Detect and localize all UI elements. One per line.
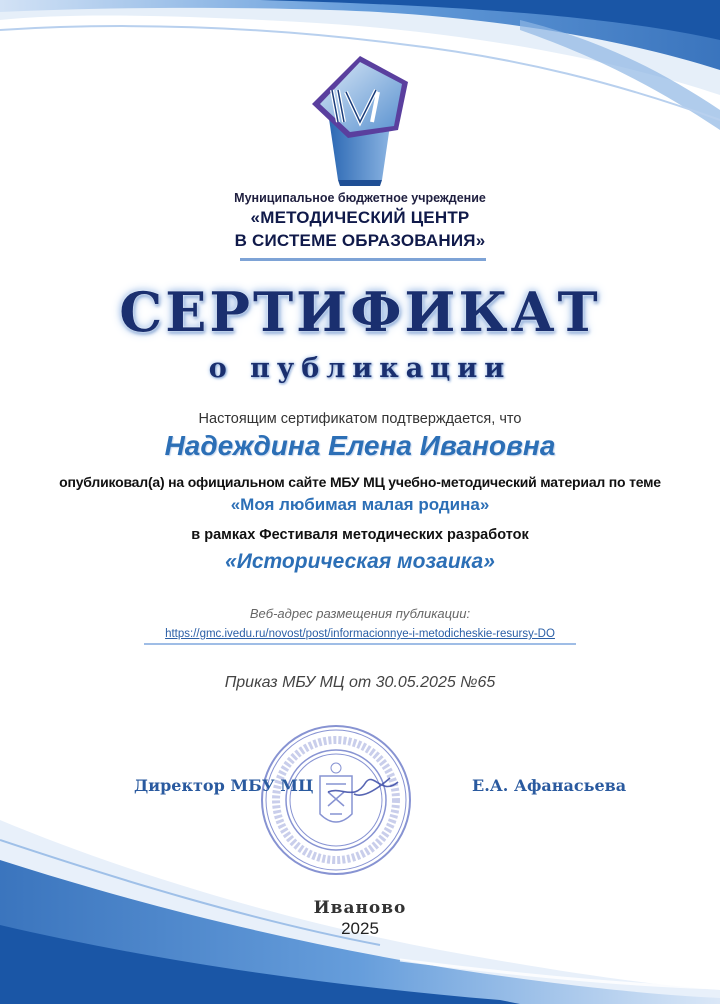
- festival-name: «Историческая мозаика»: [225, 550, 495, 573]
- organization-type: Муниципальное бюджетное учреждение: [234, 191, 486, 205]
- official-stamp-seal: [258, 722, 414, 878]
- confirmation-text: Настоящим сертификатом подтверждается, что: [198, 411, 522, 427]
- material-topic: «Моя любимая малая родина»: [230, 495, 490, 514]
- certificate-title: СЕРТИФИКАТ: [119, 280, 601, 344]
- organization-name-line1: «МЕТОДИЧЕСКИЙ ЦЕНТР: [250, 208, 470, 227]
- publication-statement: опубликовал(а) на официальном сайте МБУ МЦ учебно-методический материал по теме: [59, 474, 661, 490]
- signatory-title: Директор МБУ МЦ: [134, 776, 314, 795]
- organization-name-line2: В СИСТЕМЕ ОБРАЗОВАНИЯ»: [234, 231, 486, 250]
- publication-link[interactable]: https://gmc.ivedu.ru/novost/post/informacionnye-i-metodicheskie-resursy-DO: [144, 625, 576, 645]
- recipient-name: Надеждина Елена Ивановна: [164, 430, 556, 461]
- methodical-center-logo: [308, 52, 412, 188]
- festival-intro: в рамках Фестиваля методических разработок: [191, 527, 529, 543]
- organization-underline: [240, 258, 486, 261]
- year: 2025: [341, 919, 379, 938]
- signatory-name: Е.А. Афанасьева: [472, 776, 627, 795]
- order-reference: Приказ МБУ МЦ от 30.05.2025 №65: [224, 674, 496, 691]
- web-address-label: Веб-адрес размещения публикации:: [249, 606, 471, 621]
- certificate-subtitle: о публикации: [208, 353, 512, 384]
- city: Иваново: [313, 898, 407, 918]
